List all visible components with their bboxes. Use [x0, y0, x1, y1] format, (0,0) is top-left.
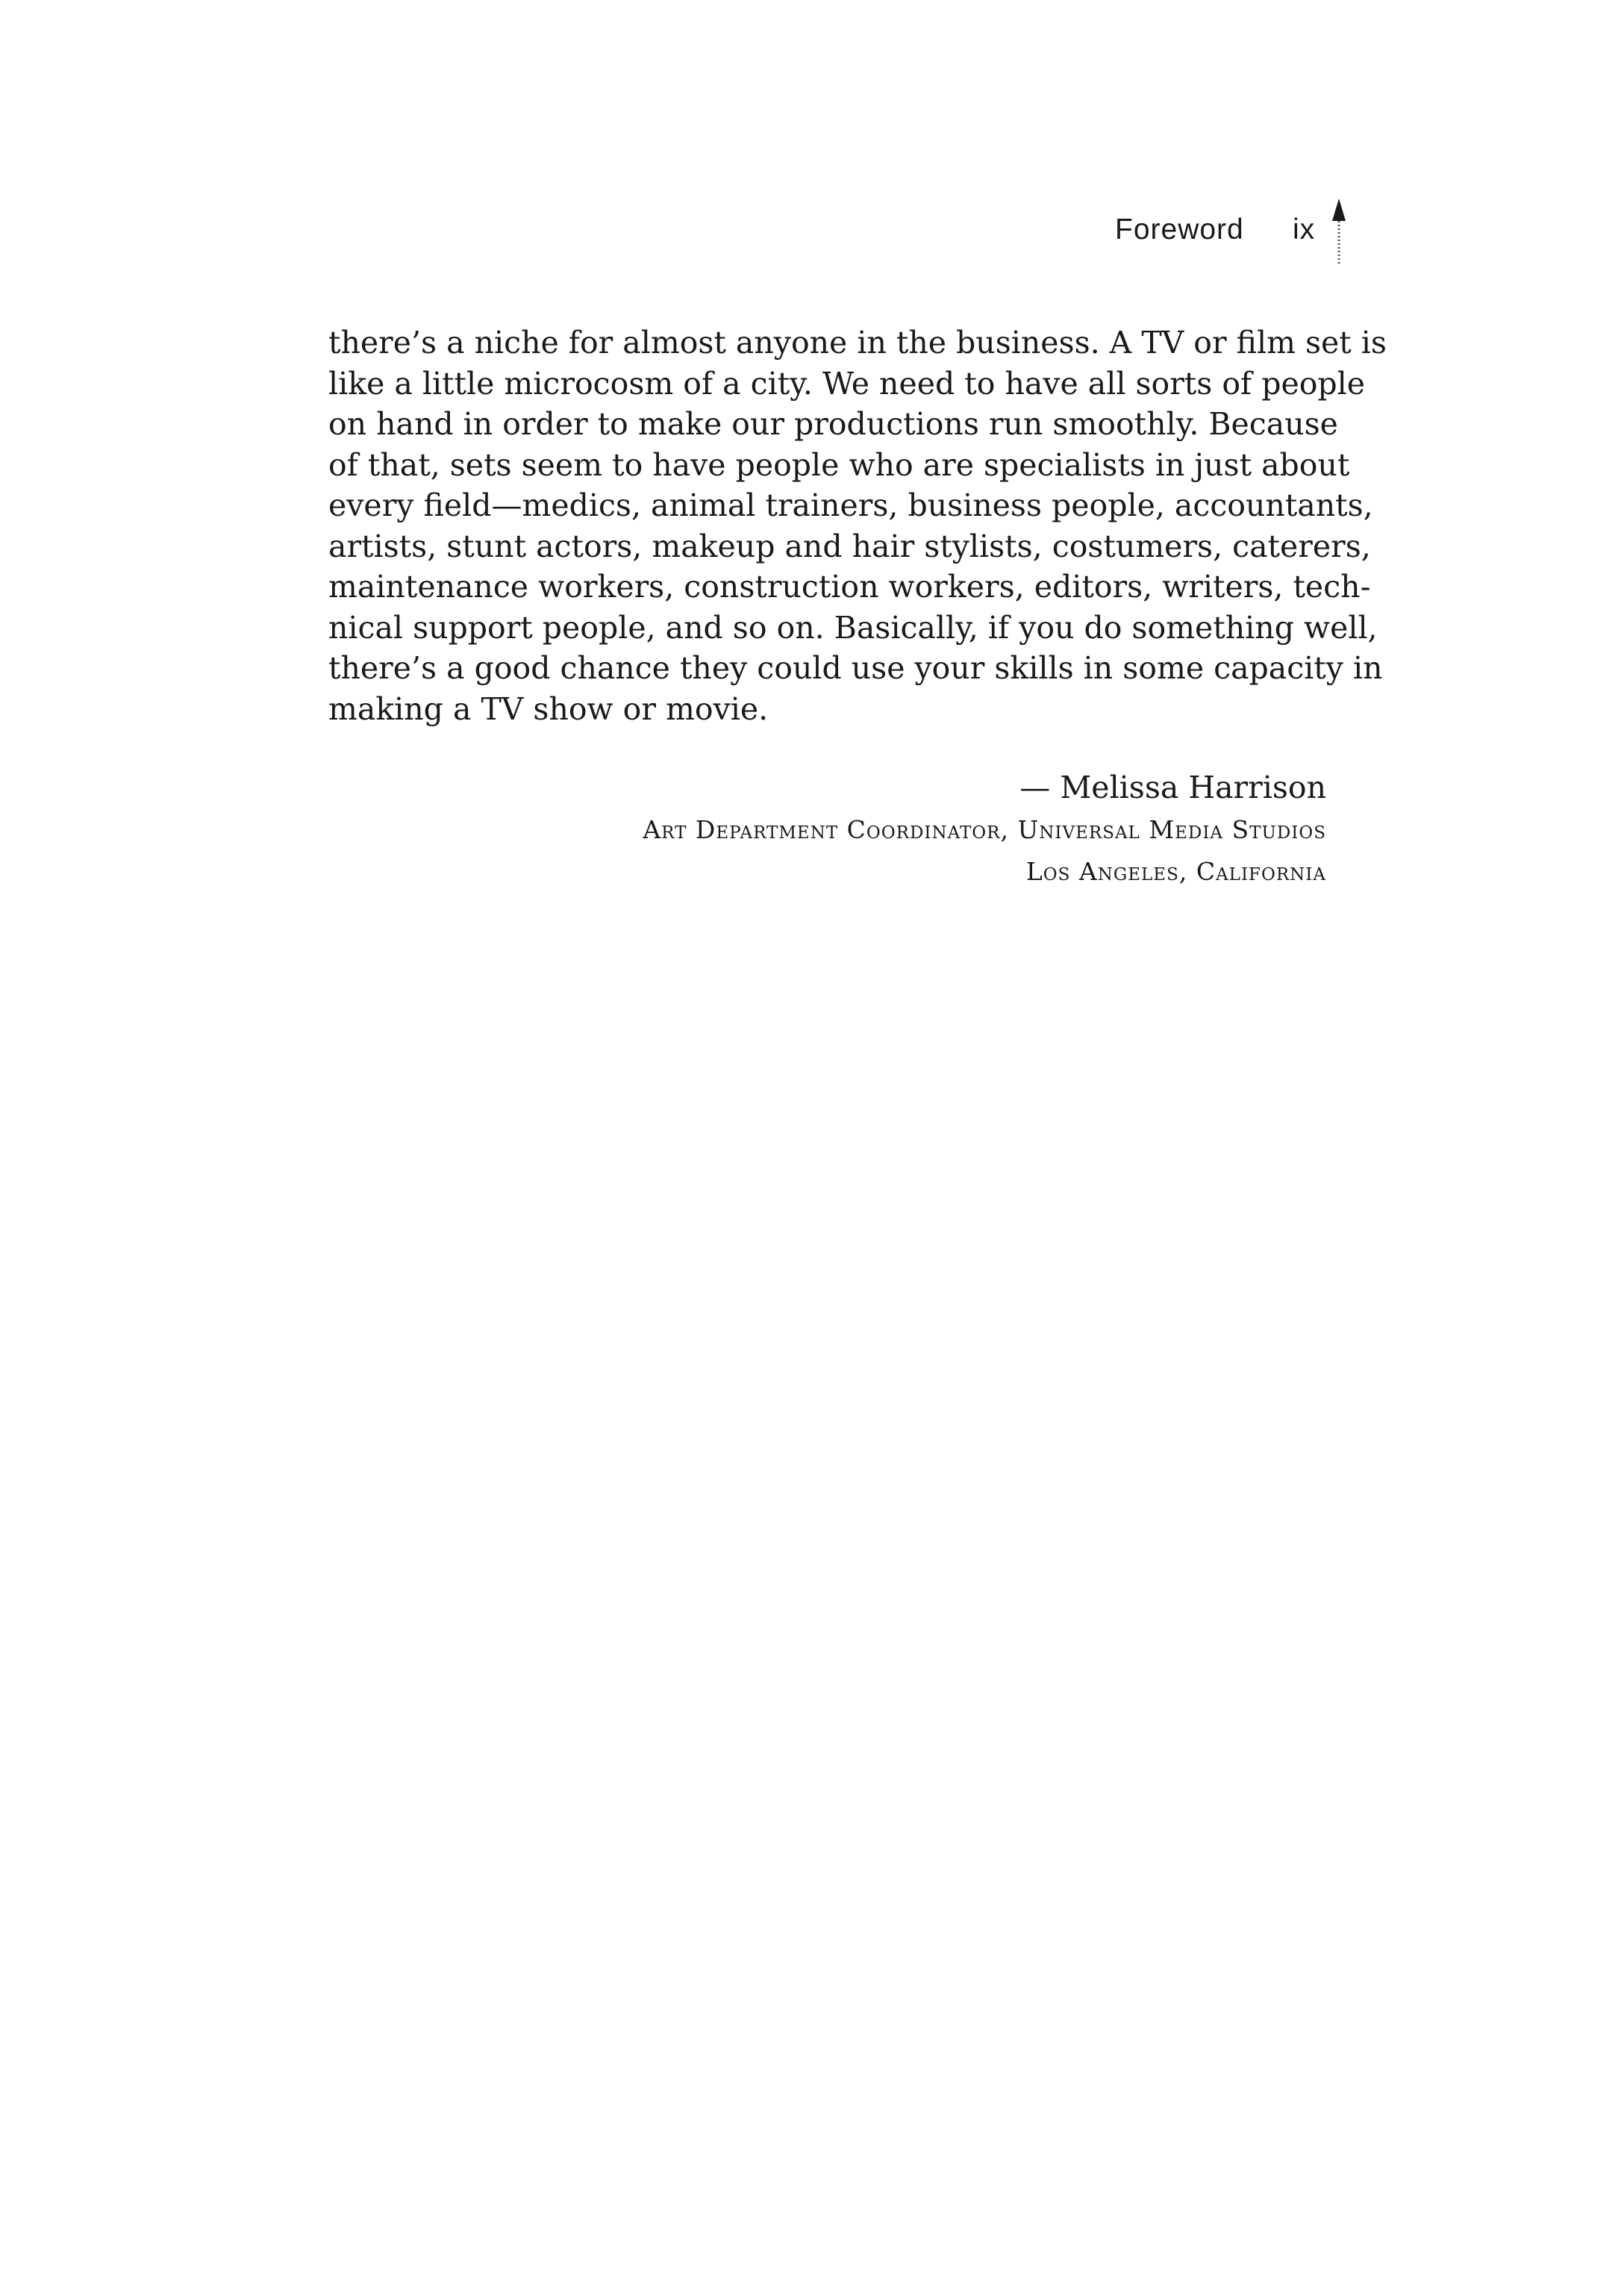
page-number: ix — [1293, 213, 1316, 246]
body-line: every field—medics, animal trainers, business people, accountants, — [328, 487, 1373, 523]
author-location: Los Angeles, California — [1025, 857, 1326, 886]
body-line: artists, stunt actors, makeup and hair stylists, costumers, caterers, — [328, 528, 1371, 564]
running-head — [1105, 210, 1343, 255]
body-line: making a TV show or movie. — [328, 690, 769, 727]
body-line: there’s a niche for almost anyone in the business. A TV or film set is — [328, 325, 1387, 361]
body-line: maintenance workers, construction workers, editors, writers, tech- — [328, 569, 1371, 605]
body-line: there’s a good chance they could use your skills in some capacity in — [328, 650, 1383, 686]
body-paragraph — [328, 322, 1387, 729]
body-line: of that, sets seem to have people who are specialists in just about — [328, 446, 1350, 483]
author-role: Art Department Coordinator, Universal Media Studios — [643, 815, 1326, 844]
body-line: nical support people, and so on. Basically, if you do something well, — [328, 609, 1378, 646]
body-line: like a little microcosm of a city. We need to have all sorts of people — [328, 365, 1366, 402]
body-line: on hand in order to make our productions run smoothly. Because — [328, 406, 1338, 442]
running-head-section: Foreword — [1115, 213, 1244, 246]
attribution-block — [643, 766, 1326, 893]
author-name: — Melissa Harrison — [1019, 770, 1326, 805]
up-arrow-icon — [1330, 199, 1348, 267]
